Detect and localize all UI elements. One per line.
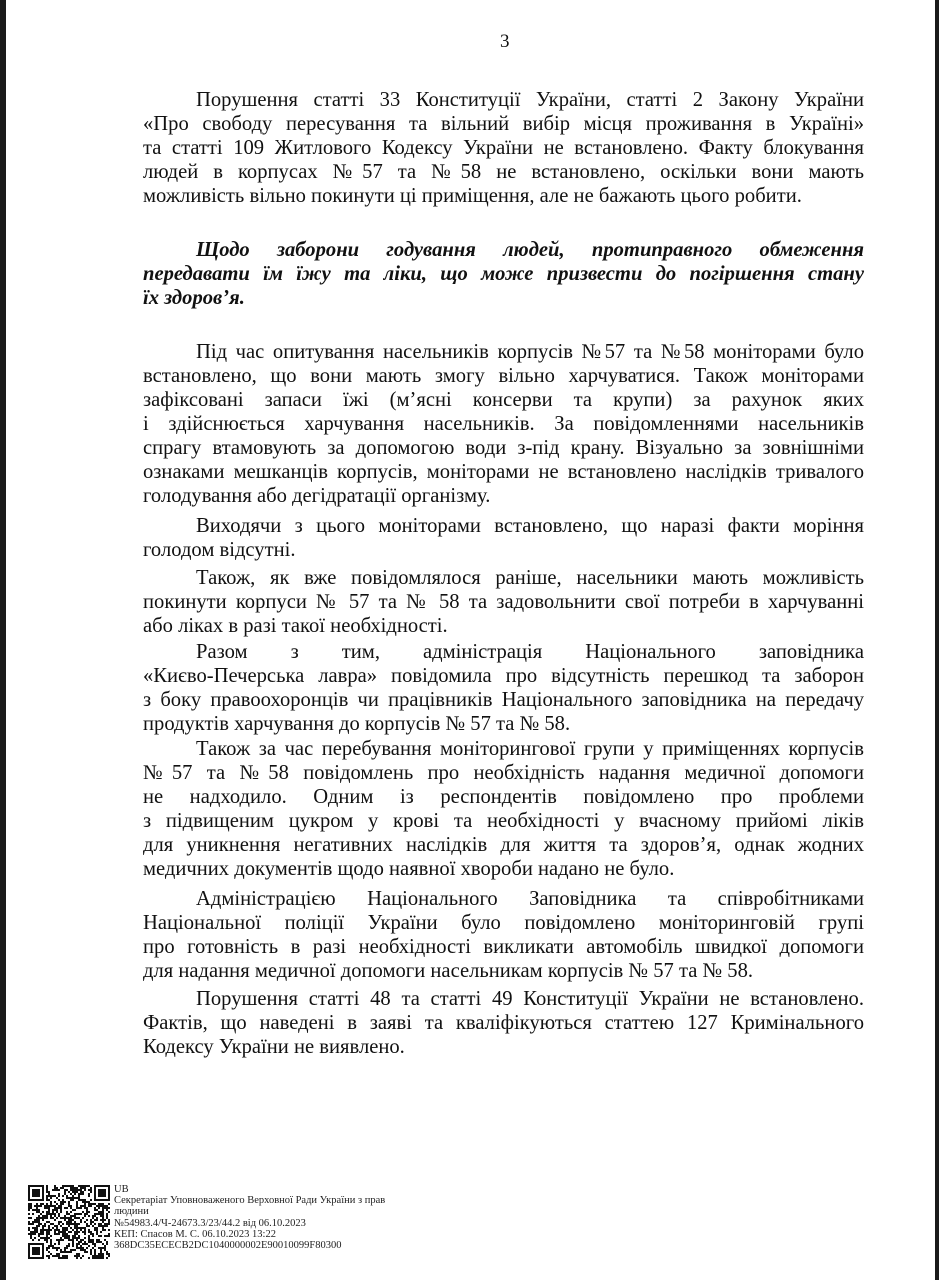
text-line: передавати їм їжу та ліки, що може призвести до погіршення стану xyxy=(143,263,864,285)
paragraph xyxy=(143,640,864,736)
paragraph xyxy=(143,514,864,562)
text-line: Виходячи з цього моніторами встановлено, що наразі факти моріння xyxy=(196,515,864,537)
paragraph xyxy=(143,887,864,983)
text-line: ознаками мешканців корпусів, моніторами не встановлено наслідків тривалого xyxy=(143,461,864,483)
text-line: Фактів, що наведені в заяві та кваліфікуються статтею 127 Кримінального xyxy=(143,1012,864,1034)
text-line: Порушення статті 33 Конституції України, статті 2 Закону України xyxy=(196,89,864,111)
text-line: Разом з тим, адміністрація Національного заповідника xyxy=(196,641,864,663)
paragraph xyxy=(143,987,864,1059)
text-line: Також, як вже повідомлялося раніше, насельники мають можливість xyxy=(196,567,864,589)
stamp-line: 368DC35ECECB2DC1040000002E90010099F80300 xyxy=(114,1240,342,1252)
text-line: покинути корпуси № 57 та № 58 та задовольнити свої потреби в харчуванні xyxy=(143,591,864,613)
text-line: Адміністрацією Національного Заповідника та співробітниками xyxy=(196,888,864,910)
text-line: зафіксовані запаси їжі (м’ясні консерви та крупи) за рахунок яких xyxy=(143,389,864,411)
paragraph xyxy=(143,340,864,508)
stamp-line: Секретаріат Уповноваженого Верховної Ради України з прав xyxy=(114,1195,386,1207)
text-line: голодом відсутні. xyxy=(143,539,296,561)
text-line: можливість вільно покинути ці приміщення, але не бажають цього робити. xyxy=(143,185,802,207)
text-line: для уникнення негативних наслідків для життя та здоров’я, однак жодних xyxy=(143,834,864,856)
text-line: про готовність в разі необхідності викликати автомобіль швидкої допомоги xyxy=(143,936,864,958)
page-number: 3 xyxy=(500,31,510,52)
paragraph xyxy=(143,566,864,638)
stamp-line: КЕП: Спасов М. С. 06.10.2023 13:22 xyxy=(114,1228,276,1240)
stamp-line: UB xyxy=(114,1184,129,1195)
text-line: Щодо заборони годування людей, протиправного обмеження xyxy=(196,239,864,261)
paragraph xyxy=(143,88,864,208)
text-line: Також за час перебування моніторингової групи у приміщеннях корпусів xyxy=(196,738,864,760)
text-line: для надання медичної допомоги насельникам корпусів № 57 та № 58. xyxy=(143,960,754,982)
text-line: Порушення статті 48 та статті 49 Конституції України не встановлено. xyxy=(196,988,864,1010)
text-line: встановлено, що вони мають змогу вільно харчуватися. Також моніторами xyxy=(143,365,864,387)
text-line: з боку правоохоронців чи працівників Національного заповідника на передачу xyxy=(143,689,864,711)
document-page xyxy=(6,0,935,1280)
text-line: Під час опитування насельників корпусів №57 та №58 моніторами було xyxy=(196,341,864,363)
text-line: «Києво-Печерська лавра» повідомила про відсутність перешкод та заборон xyxy=(143,665,864,687)
text-line: голодування або дегідратації організму. xyxy=(143,485,491,507)
text-line: продуктів харчування до корпусів № 57 та № 58. xyxy=(143,713,571,735)
text-line: або ліках в разі такої необхідності. xyxy=(143,615,448,637)
text-line: з підвищеним цукром у крові та необхідності у вчасному прийомі ліків xyxy=(143,810,864,832)
text-line: Кодексу України не виявлено. xyxy=(143,1036,405,1058)
electronic-signature-stamp xyxy=(114,1184,385,1251)
stamp-line: №54983.4/Ч-24673.3/23/44.2 від 06.10.2023 xyxy=(114,1217,306,1229)
stamp-line: людини xyxy=(114,1206,149,1218)
section-heading xyxy=(143,238,864,310)
text-line: і здійснюється харчування насельників. За повідомленнями насельників xyxy=(143,413,864,435)
text-line: не надходило. Одним із респондентів повідомлено про проблеми xyxy=(143,786,864,808)
text-line: «Про свободу пересування та вільний вибір місця проживання в Україні» xyxy=(143,113,864,135)
text-line: спрагу втамовують за допомогою води з-під крану. Візуально за зовнішніми xyxy=(143,437,864,459)
text-line: медичних документів щодо наявної хвороби надано не було. xyxy=(143,858,675,880)
text-line: №57 та №58 повідомлень про необхідність надання медичної допомоги xyxy=(143,762,864,784)
text-line: їх здоров’я. xyxy=(143,287,245,309)
text-line: людей в корпусах №57 та №58 не встановлено, оскільки вони мають xyxy=(143,161,864,183)
paragraph xyxy=(143,737,864,881)
text-line: Національної поліції України було повідомлено моніторинговій групі xyxy=(143,912,864,934)
text-line: та статті 109 Житлового Кодексу України не встановлено. Факту блокування xyxy=(143,137,864,159)
qr-code-icon xyxy=(28,1185,110,1259)
